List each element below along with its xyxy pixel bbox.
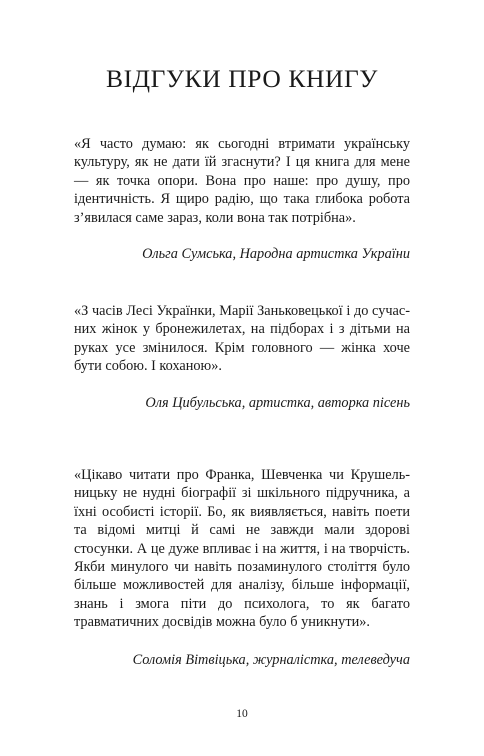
- page-number: 10: [236, 708, 248, 720]
- review-author: Оля Цибульська, артистка, авторка пісень: [145, 395, 410, 411]
- review-text: «Цікаво читати про Франка, Шевченка чи Крушельницьку не нудні біографії зі шкільного підручника, а їхні особисті історії. Бо, як виявляється, навіть поети та відомі митці й самі не завжди мали здорові стосунки. А це дуже впливає і на життя, і на творчість. Якби минулого чи навіть позаминулого століття було більше можливостей для аналізу, більше інформації, знань і змога піти до психолога, то як багато травматичних досвідів можна було б уникнути».: [74, 467, 410, 631]
- review-author: Ольга Сумська, Народна артистка України: [142, 246, 410, 262]
- page-title: ВІДГУКИ ПРО КНИГУ: [105, 64, 379, 93]
- review-author: Соломія Вітвіцька, журналістка, телеведуча: [132, 652, 410, 668]
- review-text: «Я часто думаю: як сьогодні втримати українську культуру, як не дати їй згаснути? І ця книга для мене — як точка опори. Вона про наше: про душу, про ідентичність. Я щиро радію, що така глибока робота з’явилася саме зараз, коли вона так потрібна».: [74, 136, 410, 226]
- review-2: [74, 302, 410, 411]
- review-1: [74, 135, 410, 262]
- review-3: [74, 466, 410, 668]
- review-text: «З часів Лесі Українки, Марії Заньковецької і до сучасних жінок у бронежилетах, на підборах і з дітьми на руках усе змінилося. Крім головного — жінка хоче бути собою. І коханою».: [74, 303, 410, 375]
